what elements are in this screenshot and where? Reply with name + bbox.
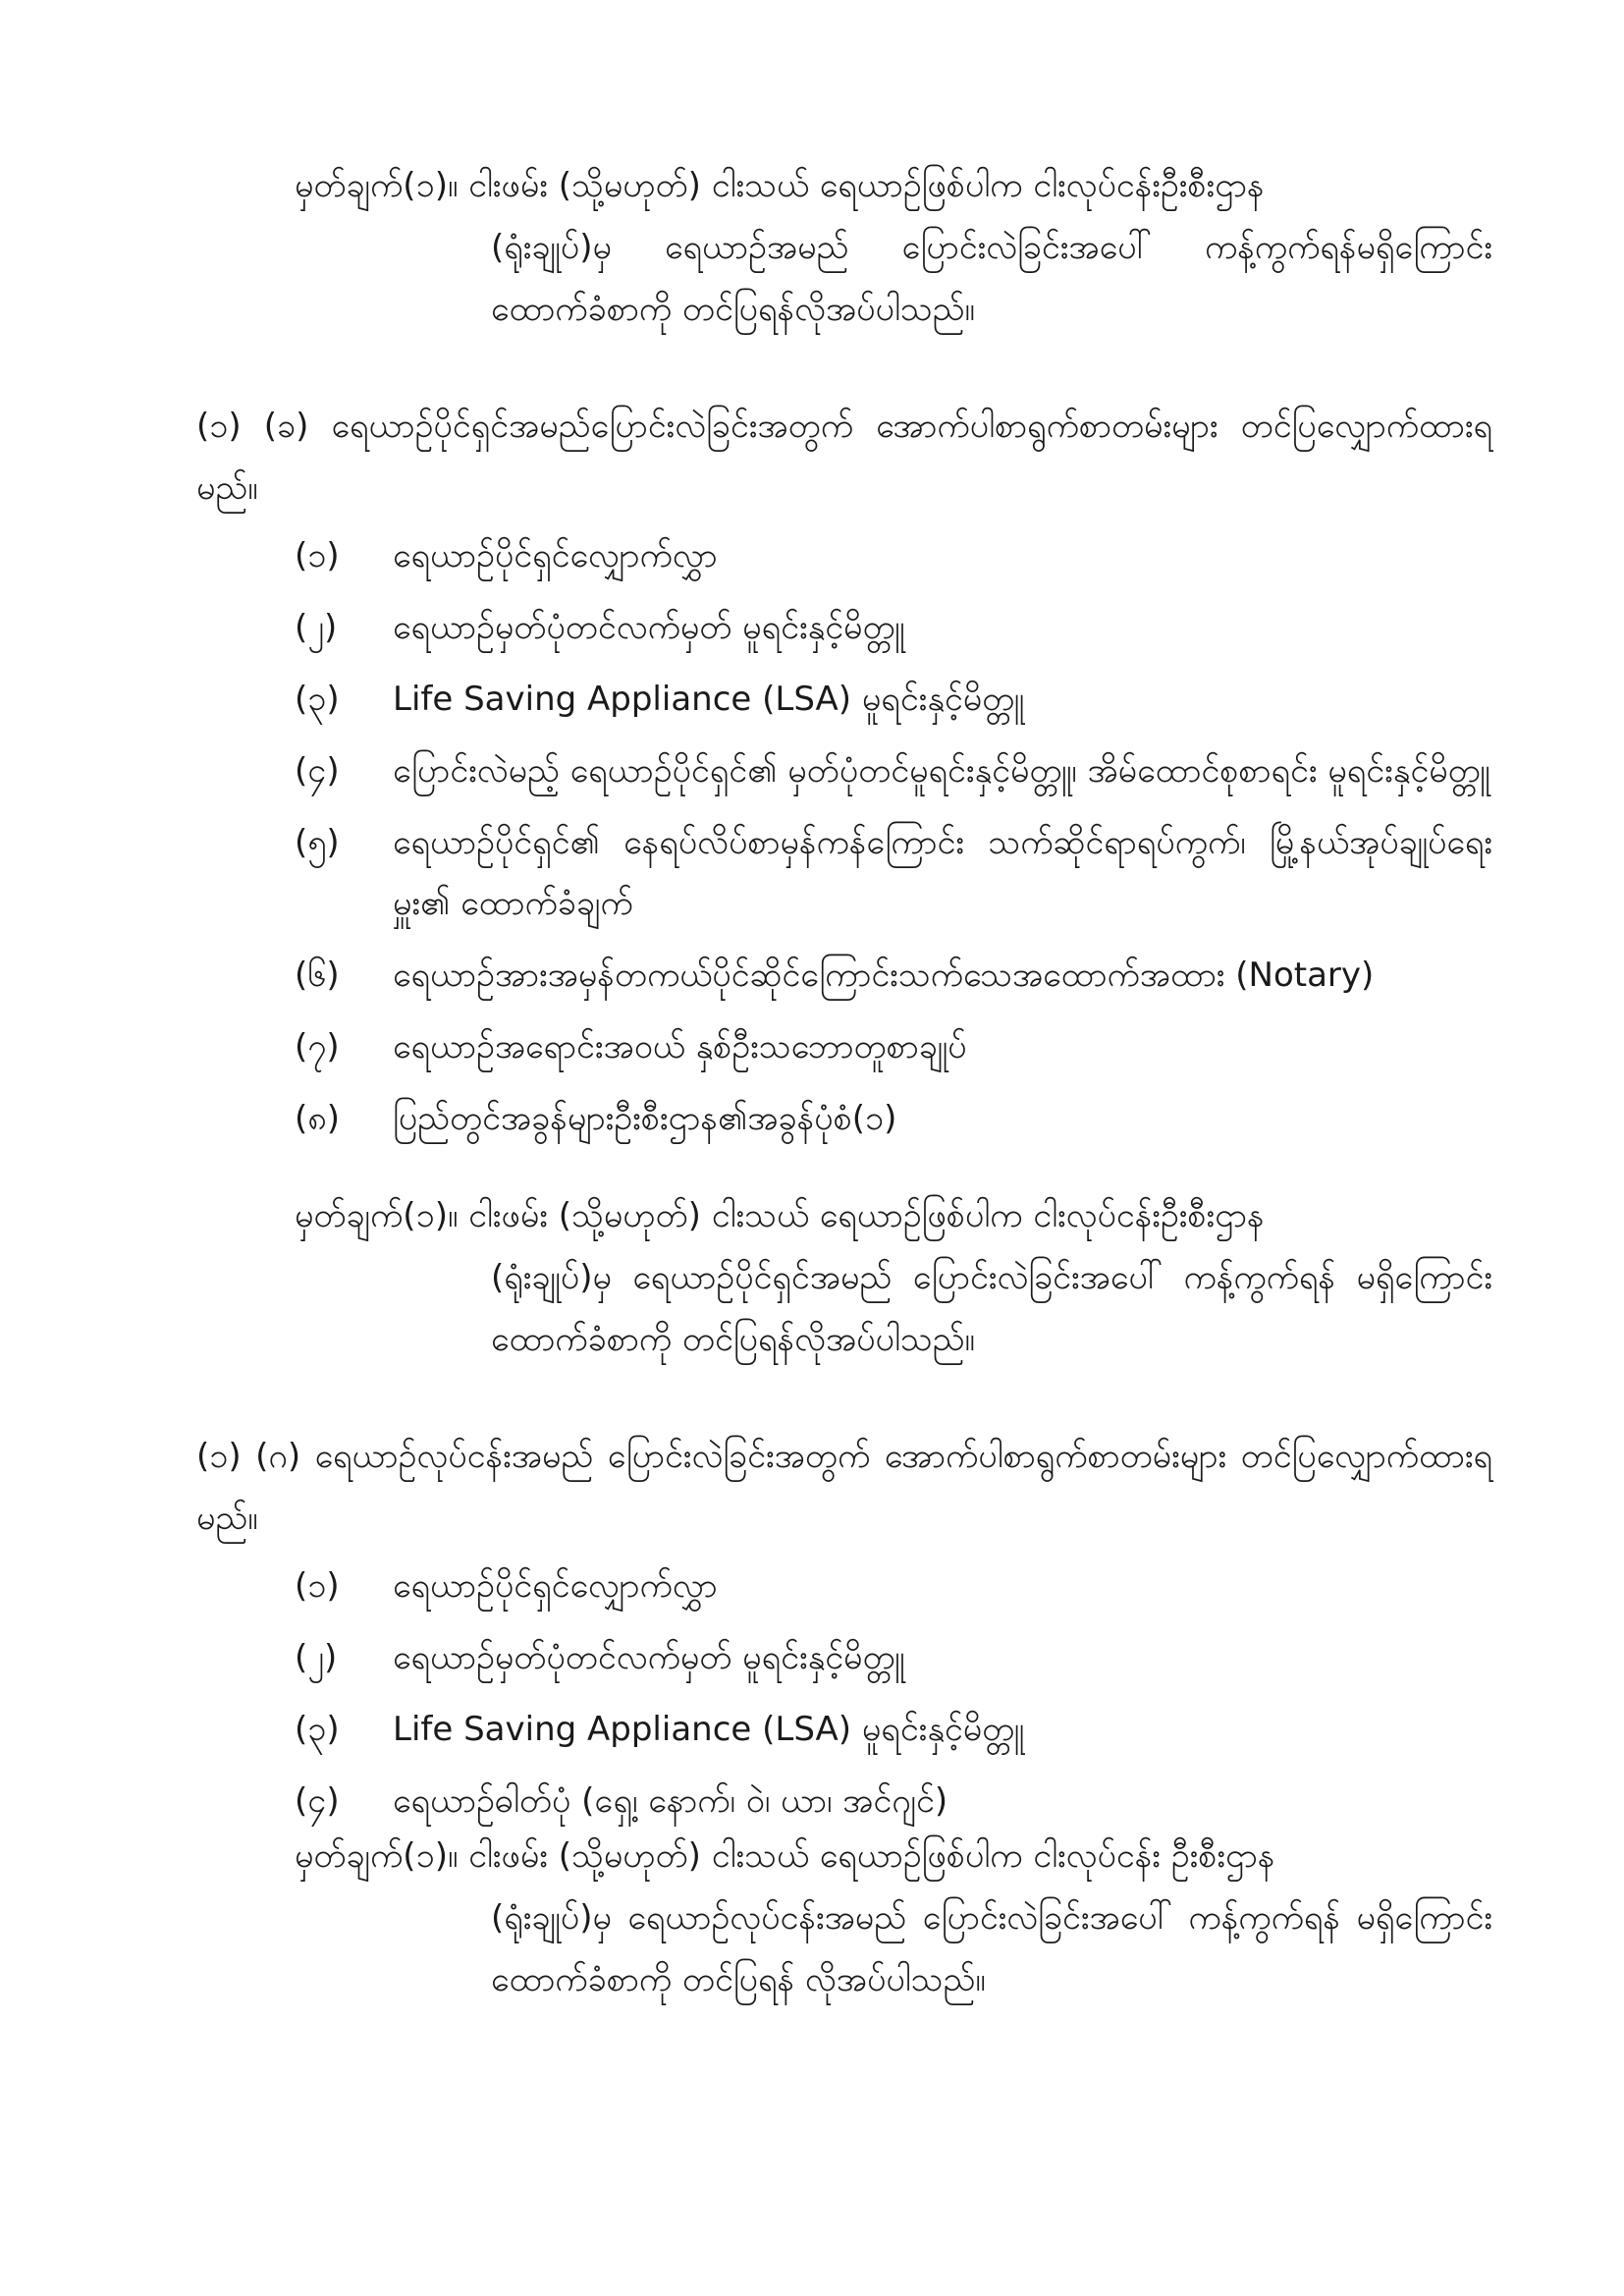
item-number: (၈): [295, 1099, 340, 1139]
note-text-continued: (ရုံးချုပ်)မှ ရေယာဉ်ပိုင်ရှင်အမည် ပြောင်းလဲခြင်းအပေါ် ကန့်ကွက်ရန် မရှိကြောင်းထောက်ခံစာကို တင်ပြရန်လိုအပ်ပါသည်။: [491, 1257, 1492, 1359]
list-item: [295, 669, 1492, 731]
note-label: မှတ်ချက်(၁)။: [295, 166, 459, 205]
item-number: (၆): [295, 956, 340, 996]
item-text: ရေယာဉ်မှတ်ပုံတင်လက်မှတ် မူရင်းနှင့်မိတ္တူ: [393, 1637, 905, 1677]
item-text: ရေယာဉ်မှတ်ပုံတင်လက်မှတ် မူရင်းနှင့်မိတ္တူ: [393, 607, 905, 647]
item-text: Life Saving Appliance (LSA) မူရင်းနှင့်မိတ္တူ: [393, 679, 1025, 719]
item-number: (၅): [295, 822, 340, 862]
note-label: မှတ်ချက်(၁)။: [295, 1836, 459, 1876]
item-number: (၄): [295, 750, 340, 791]
item-number: (၁): [295, 536, 340, 575]
item-text: ရေယာဉ်ပိုင်ရှင်လျှောက်လွှာ: [393, 536, 718, 575]
note-2: [295, 1185, 1492, 1371]
note-3: [295, 1826, 1492, 2011]
note-1: [295, 155, 1492, 341]
item-text: ရေယာဉ်ပိုင်ရှင်၏ နေရပ်လိပ်စာမှန်ကန်ကြောင်း သက်ဆိုင်ရာရပ်ကွက်၊ မြို့နယ်အုပ်ချုပ်ရေးမှူး၏ ထောက်ခံချက်: [393, 822, 1492, 924]
list-item: [295, 1771, 1492, 1832]
note-text: ငါးဖမ်း (သို့မဟုတ်) ငါးသယ် ရေယာဉ်ဖြစ်ပါက ငါးလုပ်ငန်း ဦးစီးဌာန: [468, 1836, 1275, 1876]
note-text: ငါးဖမ်း (သို့မဟုတ်) ငါးသယ် ရေယာဉ်ဖြစ်ပါက ငါးလုပ်ငန်းဦးစီးဌာန: [468, 1196, 1265, 1235]
item-text: ရေယာဉ်ပိုင်ရှင်လျှောက်လွှာ: [393, 1566, 718, 1606]
list-item: [295, 525, 1492, 587]
list-item: [295, 740, 1492, 802]
list-item: [295, 1088, 1492, 1150]
list-item: [295, 1556, 1492, 1617]
note-text-continued: (ရုံးချုပ်)မှ ရေယာဉ်အမည် ပြောင်းလဲခြင်းအပေါ် ကန့်ကွက်ရန်မရှိကြောင်း ထောက်ခံစာကို တင်ပြရန်လိုအပ်ပါသည်။: [491, 227, 1492, 329]
item-number: (၂): [295, 1637, 338, 1677]
section-heading-kha: (၁) (ခ) ရေယာဉ်ပိုင်ရှင်အမည်ပြောင်းလဲခြင်းအတွက် အောက်ပါစာရွက်စာတမ်းများ တင်ပြလျှောက်ထားရမည်။: [196, 407, 1492, 508]
list-item: [295, 1016, 1492, 1078]
item-number: (၃): [295, 1709, 340, 1749]
item-number: (၇): [295, 1027, 340, 1067]
item-number: (၄): [295, 1780, 340, 1821]
item-text: ရေယာဉ်ဓါတ်ပုံ (ရှေ့၊ နောက်၊ ဝဲ၊ ယာ၊ အင်ဂျင်): [393, 1780, 948, 1821]
item-text: ရေယာဉ်အားအမှန်တကယ်ပိုင်ဆိုင်ကြောင်းသက်သေအထောက်အထား (Notary): [393, 956, 1375, 996]
item-text: ပြည်တွင်အခွန်များဦးစီးဌာန၏အခွန်ပုံစံ(၁): [393, 1099, 897, 1139]
list-item: [295, 1627, 1492, 1689]
item-text: Life Saving Appliance (LSA) မူရင်းနှင့်မိတ္တူ: [393, 1709, 1025, 1749]
item-number: (၃): [295, 679, 340, 719]
document-list-ga: [295, 1556, 1492, 1842]
section-heading-ga: (၁) (ဂ) ရေယာဉ်လုပ်ငန်းအမည် ပြောင်းလဲခြင်းအတွက် အောက်ပါစာရွက်စာတမ်းများ တင်ပြလျှောက်ထားရမည်။: [196, 1437, 1492, 1538]
list-item: [295, 812, 1492, 936]
item-number: (၁): [295, 1566, 340, 1606]
note-text-continued: (ရုံးချုပ်)မှ ရေယာဉ်လုပ်ငန်းအမည် ပြောင်းလဲခြင်းအပေါ် ကန့်ကွက်ရန် မရှိကြောင်းထောက်ခံစာကို တင်ပြရန် လိုအပ်ပါသည်။: [491, 1897, 1492, 1999]
note-text: ငါးဖမ်း (သို့မဟုတ်) ငါးသယ် ရေယာဉ်ဖြစ်ပါက ငါးလုပ်ငန်းဦးစီးဌာန: [468, 166, 1265, 205]
list-item: [295, 945, 1492, 1007]
list-item: [295, 1699, 1492, 1761]
item-number: (၂): [295, 607, 338, 647]
note-label: မှတ်ချက်(၁)။: [295, 1196, 459, 1235]
item-text: ပြောင်းလဲမည့် ရေယာဉ်ပိုင်ရှင်၏ မှတ်ပုံတင်မူရင်းနှင့်မိတ္တူ၊ အိမ်ထောင်စုစာရင်း မူရင်းနှင့်မိတ္တူ: [393, 750, 1490, 791]
list-item: [295, 597, 1492, 659]
document-list-kha: [295, 525, 1492, 1160]
item-text: ရေယာဉ်အရောင်းအဝယ် နှစ်ဦးသဘောတူစာချုပ်: [393, 1027, 967, 1067]
